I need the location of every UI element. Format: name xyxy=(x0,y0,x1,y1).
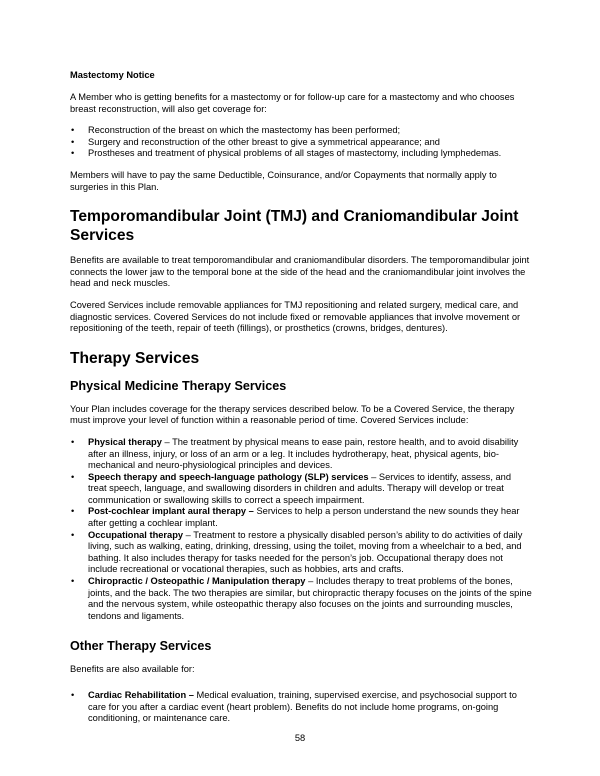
list-item xyxy=(70,506,532,529)
term-chiropractic-therapy: Chiropractic / Osteopathic / Manipulation therapy xyxy=(88,576,306,587)
mastectomy-intro: A Member who is getting benefits for a mastectomy or for follow-up care for a mastectomy and who chooses breast reconstruction, will also get coverage for: xyxy=(70,92,515,114)
list-item xyxy=(70,472,532,507)
physical-medicine-intro: Your Plan includes coverage for the therapy services described below. To be a Covered Service, the therapy must improve your level of function within a reasonable period of time. Covered Services include: xyxy=(70,403,515,426)
term-aural-therapy: Post-cochlear implant aural therapy – xyxy=(88,506,254,517)
definition: – The treatment by physical means to ease pain, restore health, and to avoid disability after an illness, injury, or loss of an arm or a leg. It includes hydrotherapy, heat, physical agents, bio-mechanical and neuro-physiological principles and devices. xyxy=(88,436,519,471)
mastectomy-notice-title: Mastectomy Notice xyxy=(70,70,155,80)
physical-medicine-list xyxy=(70,437,532,623)
mastectomy-closing: Members will have to pay the same Deductible, Coinsurance, and/or Copayments that normally apply to surgeries in this Plan. xyxy=(70,169,497,192)
definition: Medical evaluation, training, supervised exercise, and psychosocial support to care for you after a cardiac event (heart problem). Benefits do not include home programs, on-going conditioning, or maintenance care. xyxy=(88,690,517,724)
other-therapy-intro: Benefits are also available for: xyxy=(70,664,195,675)
document-page xyxy=(70,70,532,735)
term-speech-therapy: Speech therapy and speech-language pathology (SLP) services xyxy=(88,471,369,482)
list-item xyxy=(70,437,532,472)
tmj-heading: Temporomandibular Joint (TMJ) and Craniomandibular Joint Services xyxy=(70,208,519,245)
term-cardiac-rehabilitation: Cardiac Rehabilitation – xyxy=(88,690,194,700)
list-item: • Surgery and reconstruction of the other breast to give a symmetrical appearance; and xyxy=(70,137,532,149)
list-item: • Reconstruction of the breast on which the mastectomy has been performed; xyxy=(70,125,532,137)
tmj-paragraph-2: Covered Services include removable appliances for TMJ repositioning and related surgery, medical care, and diagnostic services. Covered Services do not include fixed or removable appliances that involve movement or repositioning of the teeth, repair of teeth (fillings), or prosthetics (crowns, bridges, dentures). xyxy=(70,299,521,334)
list-item xyxy=(70,576,532,622)
definition: Services to help a person understand the new sounds they hear after getting a cochlear implant. xyxy=(88,506,520,529)
definition: – Includes therapy to treat problems of the bones, joints, and the back. The two therapies are similar, but chiropractic therapy focuses on the joints of the spine and the nervous system, while osteopathic therapy also focuses on the joints and surrounding muscles, tendons and ligaments. xyxy=(88,576,532,621)
therapy-services-heading: Therapy Services xyxy=(70,349,200,367)
list-item: • Prostheses and treatment of physical problems of all stages of mastectomy, including lymphedemas. xyxy=(70,148,532,160)
other-therapy-heading: Other Therapy Services xyxy=(70,639,212,654)
list-item xyxy=(70,690,532,725)
physical-medicine-heading: Physical Medicine Therapy Services xyxy=(70,378,287,393)
list-item xyxy=(70,530,532,576)
definition: – Services to identify, assess, and treat speech, language, and swallowing disorders in children and adults. Therapy will develop or treat communication or swallowing skills to correct a speech impairment. xyxy=(88,471,511,505)
other-therapy-list xyxy=(70,690,532,725)
definition: – Treatment to restore a physically disabled person’s ability to do activities of daily living, such as walking, eating, drinking, dressing, using the toilet, moving from a wheelchair to a bed, and bathing. It also includes therapy for tasks needed for the person’s job. Occupational therapy does not include recreational or vocational therapies, such as hobbies, arts and crafts. xyxy=(88,529,523,575)
mastectomy-coverage-list xyxy=(70,125,532,160)
tmj-paragraph-1: Benefits are available to treat temporomandibular and craniomandibular disorders. The temporomandibular joint connects the lower jaw to the temporal bone at the side of the head and the craniomandibular joint involves the head and neck muscles. xyxy=(70,255,530,289)
term-physical-therapy: Physical therapy xyxy=(88,436,162,447)
page-number: 58 xyxy=(294,733,306,743)
term-occupational-therapy: Occupational therapy xyxy=(88,529,184,540)
